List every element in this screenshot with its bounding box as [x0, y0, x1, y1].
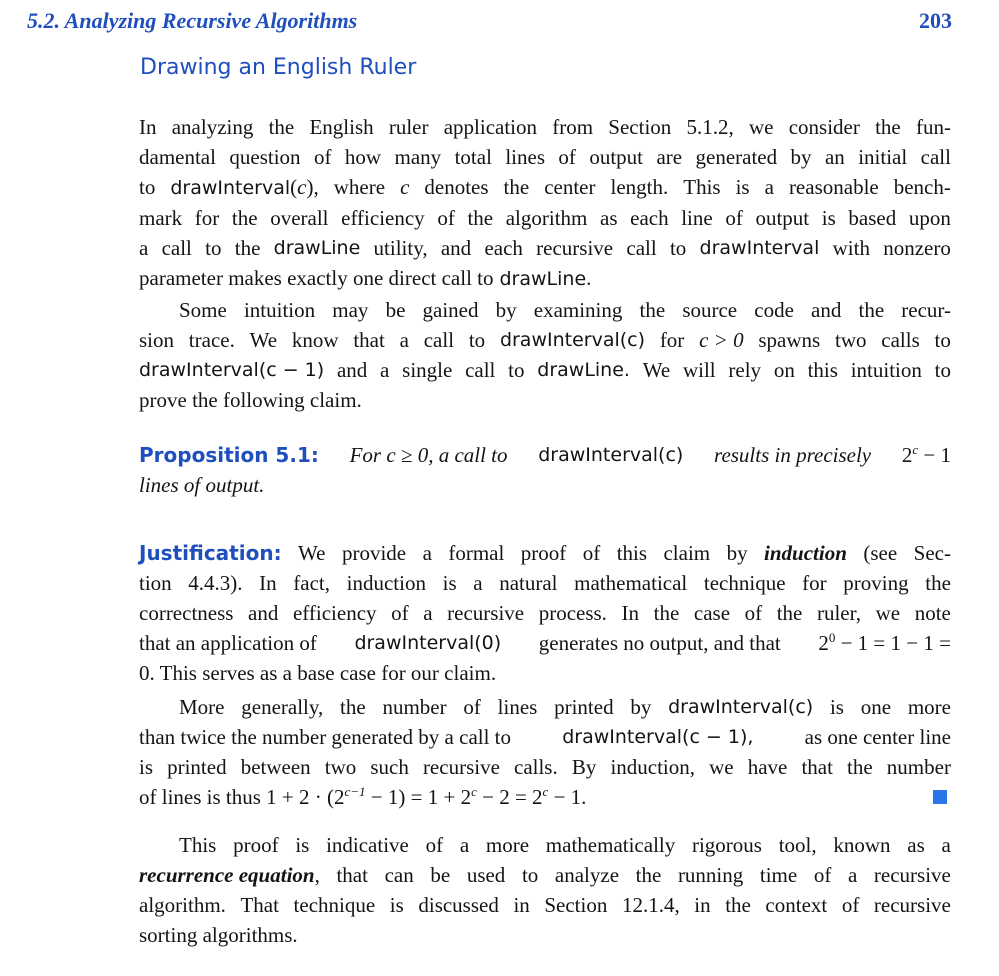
word: center	[544, 175, 596, 199]
word: the	[268, 115, 295, 139]
word: more	[485, 833, 530, 857]
word: for	[659, 328, 685, 352]
word: fun-	[915, 115, 951, 139]
word: the	[776, 601, 803, 625]
code-drawinterval: drawInterval	[170, 177, 291, 199]
word: an	[824, 145, 845, 169]
word: algorithm.	[139, 893, 226, 917]
word: In	[621, 601, 640, 625]
word: is	[295, 833, 310, 857]
word: two	[835, 328, 867, 352]
word: application	[443, 115, 538, 139]
word: of	[437, 206, 455, 230]
word: tool,	[778, 833, 817, 857]
math-run: − 1) = 1 + 2	[365, 785, 472, 809]
word: two	[324, 755, 357, 779]
code-drawinterval: drawInterval(c)	[668, 696, 814, 718]
word: of	[425, 833, 444, 857]
word: of	[558, 145, 576, 169]
word: By	[571, 755, 597, 779]
word: of	[725, 206, 743, 230]
math-exponent: c	[542, 784, 549, 799]
emphasis-group	[139, 860, 320, 890]
word: the	[725, 893, 751, 917]
math-run: − 1.	[548, 785, 587, 809]
word: c > 0	[699, 328, 744, 352]
word: natural	[499, 571, 558, 595]
text-line	[139, 325, 951, 355]
text-run: parameter makes exactly one direct call to	[139, 266, 494, 290]
word: Section	[544, 893, 608, 917]
paragraph-recurrence	[139, 830, 951, 950]
text-line	[139, 203, 951, 233]
word: the	[847, 755, 873, 779]
word: the	[234, 236, 261, 260]
word: output	[755, 206, 810, 230]
word: between	[240, 755, 311, 779]
word: More	[179, 695, 225, 719]
word: total	[454, 145, 492, 169]
math-base: 2	[901, 443, 913, 467]
word: by	[726, 541, 748, 565]
word: of	[841, 893, 860, 917]
word: may	[332, 298, 369, 322]
word: and	[336, 358, 368, 382]
word: more	[907, 695, 951, 719]
word: Some	[179, 298, 227, 322]
word: each	[484, 236, 523, 260]
word: recursive	[873, 863, 951, 887]
word: bench-	[893, 175, 951, 199]
word: to	[669, 236, 687, 260]
word: to	[508, 358, 525, 382]
word: printed	[554, 695, 614, 719]
word: generally,	[241, 695, 324, 719]
code-drawline: drawLine.	[537, 359, 630, 381]
word: 4.4.3).	[188, 571, 243, 595]
text-line	[139, 658, 951, 688]
word: recursive	[447, 601, 525, 625]
paren: (	[290, 175, 298, 199]
word: mark	[139, 206, 183, 230]
word: analyzing	[171, 115, 254, 139]
word: the	[340, 695, 366, 719]
paragraph-ruler-analysis	[139, 112, 951, 294]
word: that	[353, 328, 385, 352]
paren: ),	[306, 175, 319, 199]
paragraph-intuition	[139, 295, 951, 415]
word: a	[847, 863, 858, 887]
word: this	[807, 358, 838, 382]
word: is	[821, 206, 836, 230]
text-line	[139, 295, 951, 325]
word: proof	[233, 833, 279, 857]
word: is	[442, 571, 457, 595]
text-run: of lines is thus 1 + 2 · (2	[139, 785, 345, 809]
word: known	[833, 833, 891, 857]
word: the	[503, 175, 530, 199]
code-drawinterval: drawInterval(c − 1),	[562, 726, 754, 748]
text-line	[139, 628, 951, 658]
word: process.	[538, 601, 607, 625]
code-drawinterval: drawInterval(c)	[499, 329, 646, 351]
text-line	[139, 752, 951, 782]
word: of	[813, 863, 832, 887]
word: induction,	[610, 755, 696, 779]
text-line	[139, 263, 951, 294]
word: be	[385, 298, 406, 322]
math-c: c	[297, 175, 307, 199]
period: .	[586, 266, 592, 290]
word: indicative	[326, 833, 409, 857]
text-line	[139, 355, 951, 385]
text-line	[139, 782, 951, 812]
word: the	[635, 863, 662, 887]
word: call	[920, 145, 951, 169]
word: initial	[858, 145, 908, 169]
word: We	[298, 541, 326, 565]
word: a	[423, 601, 433, 625]
word: will	[682, 358, 716, 382]
word: generated	[695, 145, 778, 169]
word: a	[399, 328, 409, 352]
word: and	[248, 601, 279, 625]
word: is	[139, 755, 154, 779]
word: ruler,	[816, 601, 862, 625]
word: In	[259, 571, 277, 595]
word: a	[764, 175, 774, 199]
word: discussed	[418, 893, 499, 917]
word: time	[759, 863, 798, 887]
word: to	[934, 328, 951, 352]
word: damental	[139, 145, 216, 169]
text-line	[139, 470, 951, 500]
word: to	[521, 863, 539, 887]
word: as	[600, 206, 618, 230]
word: This	[179, 833, 217, 857]
word: fact,	[293, 571, 331, 595]
emphasis-recurrence: recurrence equation	[139, 863, 315, 887]
code-drawinterval: drawInterval	[699, 237, 820, 259]
text-line	[139, 830, 951, 860]
text-line	[139, 233, 951, 263]
word: formal	[448, 541, 505, 565]
word: recursive	[873, 893, 951, 917]
math-expression	[139, 782, 586, 812]
code-drawline: drawLine	[273, 237, 361, 259]
text-run: results in precisely	[714, 443, 872, 467]
word: a	[473, 571, 483, 595]
word: correctness	[139, 601, 234, 625]
word: can	[384, 863, 414, 887]
text-line	[139, 142, 951, 172]
word: the	[875, 115, 901, 139]
word: recursive	[536, 236, 614, 260]
text-run: 0. This serves as a base case for our claim.	[139, 661, 497, 685]
word: trace.	[188, 328, 235, 352]
word: proving	[843, 571, 909, 595]
word: question	[229, 145, 301, 169]
word: examining	[533, 298, 623, 322]
word: That	[240, 893, 279, 917]
text-line	[139, 598, 951, 628]
word: 5.1.2,	[686, 115, 734, 139]
word: tion	[139, 571, 172, 595]
word: ruler	[388, 115, 429, 139]
word: a	[459, 833, 470, 857]
word: that	[801, 755, 833, 779]
proposition-label: Proposition 5.1:	[139, 443, 319, 467]
math-tail: − 1 = 1 − 1 =	[835, 631, 951, 655]
word: in	[513, 893, 530, 917]
word: how	[344, 145, 382, 169]
word: In	[139, 115, 157, 139]
text-run: lines of output.	[139, 473, 265, 497]
word: case	[693, 601, 731, 625]
word: a	[139, 236, 149, 260]
comma: ,	[314, 863, 320, 887]
subsection-title: Drawing an English Ruler	[140, 55, 417, 80]
word: is	[735, 175, 750, 199]
word: we	[748, 115, 774, 139]
word: this	[616, 541, 648, 565]
text-line	[139, 722, 951, 752]
proposition-block	[139, 440, 951, 500]
word: output	[589, 145, 644, 169]
math-run: − 2 = 2	[476, 785, 543, 809]
word: is	[829, 695, 844, 719]
text-line	[139, 568, 951, 598]
word: mathematical	[574, 571, 688, 595]
word: Sec-	[913, 541, 951, 565]
word: by	[630, 695, 652, 719]
word: sion	[139, 328, 175, 352]
code-drawinterval: drawInterval(0)	[354, 632, 502, 654]
word: consider	[788, 115, 860, 139]
word: proof	[520, 541, 567, 565]
word: based	[848, 206, 897, 230]
word: intuition	[850, 358, 922, 382]
word: efficiency	[292, 601, 377, 625]
word: with	[832, 236, 870, 260]
word: have	[747, 755, 788, 779]
word: where	[333, 175, 386, 199]
text-line	[139, 440, 951, 470]
word: be	[430, 863, 451, 887]
word: lines	[497, 695, 538, 719]
page-number: 203	[919, 8, 952, 33]
word: of	[744, 601, 763, 625]
word: spawns	[758, 328, 821, 352]
word: overall	[270, 206, 329, 230]
word: number	[382, 695, 447, 719]
word: technique	[703, 571, 786, 595]
word: we	[875, 601, 901, 625]
word: calls.	[514, 755, 558, 779]
math-exponent: c	[912, 442, 919, 457]
word: by	[790, 145, 812, 169]
word: reasonable	[788, 175, 879, 199]
math-tail: − 1	[918, 443, 951, 467]
word: English	[309, 115, 374, 139]
word: of	[391, 601, 409, 625]
word: for	[802, 571, 827, 595]
math-exponent: 0	[828, 630, 836, 645]
word: call	[626, 236, 657, 260]
word: calls	[881, 328, 920, 352]
word: note	[914, 601, 951, 625]
text-run: as one center line	[804, 725, 951, 749]
word: for	[194, 206, 220, 230]
word: call	[423, 328, 455, 352]
word: that	[336, 863, 368, 887]
math-exponent: c−1	[344, 784, 366, 799]
qed-square-icon	[933, 790, 947, 804]
word: the	[653, 601, 680, 625]
math-exponent: c	[471, 784, 477, 799]
math-expression	[902, 440, 951, 470]
word: as	[907, 833, 925, 857]
math-expression	[818, 628, 951, 658]
text-line	[139, 538, 951, 568]
text-line	[139, 920, 951, 950]
justification-label: Justification:	[139, 541, 282, 565]
word: line	[681, 206, 713, 230]
word: claim	[663, 541, 711, 565]
text-line	[139, 890, 951, 920]
word: intuition	[243, 298, 316, 322]
word: in	[694, 893, 711, 917]
word: denotes	[424, 175, 489, 199]
word: printed	[167, 755, 227, 779]
word: the	[925, 571, 951, 595]
word: by	[495, 298, 517, 322]
text-line	[139, 385, 951, 415]
word: of	[313, 145, 332, 169]
function-call	[500, 263, 592, 294]
word: to	[934, 358, 951, 382]
text-line	[139, 112, 951, 142]
math-base: 2	[818, 631, 829, 655]
word: call	[465, 358, 496, 382]
text-run: than twice the number generated by a call to	[139, 725, 512, 749]
word: code	[754, 298, 794, 322]
word: mathematically	[545, 833, 676, 857]
word: to	[205, 236, 222, 260]
word: This	[683, 175, 721, 199]
text-run: For c ≥ 0, a call to	[349, 443, 508, 467]
word: upon	[908, 206, 951, 230]
text-run: sorting algorithms.	[139, 923, 298, 947]
word: utility,	[373, 236, 428, 260]
word: We	[642, 358, 671, 382]
text-line	[139, 692, 951, 722]
text-line	[139, 860, 951, 890]
word: from	[552, 115, 594, 139]
word: gained	[422, 298, 479, 322]
word: running	[677, 863, 744, 887]
word: we	[709, 755, 734, 779]
word: single	[402, 358, 453, 382]
word: a	[941, 833, 951, 857]
text-run: prove the following claim.	[139, 388, 362, 412]
word: We	[249, 328, 278, 352]
word: and	[811, 298, 842, 322]
word: Section	[608, 115, 672, 139]
word: recur-	[901, 298, 951, 322]
word: are	[656, 145, 683, 169]
text-run: generates no output, and that	[538, 631, 781, 655]
text-run: that an application of	[139, 631, 317, 655]
word: of	[463, 695, 481, 719]
word: each	[630, 206, 669, 230]
word: source	[682, 298, 738, 322]
word: the	[639, 298, 666, 322]
word: rely	[728, 358, 762, 382]
word: the	[231, 206, 258, 230]
word: one	[860, 695, 892, 719]
word: technique	[293, 893, 376, 917]
emphasis-induction: induction	[764, 541, 847, 565]
word: c	[400, 175, 410, 199]
word: to	[139, 175, 156, 199]
word: recursive	[422, 755, 500, 779]
running-header	[27, 8, 952, 38]
code-drawline: drawLine	[499, 268, 587, 290]
word: lines	[505, 145, 545, 169]
word: know	[291, 328, 339, 352]
word: 12.1.4,	[621, 893, 680, 917]
word: is	[389, 893, 404, 917]
chapter-title: 5.2. Analyzing Recursive Algorithms	[27, 8, 358, 33]
word: number	[886, 755, 951, 779]
word: provide	[341, 541, 407, 565]
word: the	[858, 298, 885, 322]
word: and	[440, 236, 472, 260]
word: used	[466, 863, 506, 887]
word: a	[422, 541, 432, 565]
function-call	[170, 172, 318, 203]
word: to	[468, 328, 486, 352]
word: context	[765, 893, 828, 917]
word: such	[370, 755, 409, 779]
word: analyze	[554, 863, 620, 887]
code-drawinterval: drawInterval(c)	[538, 444, 684, 466]
word: (see	[863, 541, 898, 565]
justification-block	[139, 538, 951, 688]
word: nonzero	[883, 236, 951, 260]
code-drawinterval: drawInterval(c − 1)	[139, 359, 325, 381]
word: many	[394, 145, 442, 169]
text-line	[139, 172, 951, 203]
paragraph-induction-step	[139, 692, 951, 812]
word: length.	[610, 175, 669, 199]
word: of	[582, 541, 601, 565]
word: rigorous	[691, 833, 762, 857]
word: algorithm	[505, 206, 588, 230]
word: a	[380, 358, 390, 382]
word: efficiency	[341, 206, 425, 230]
word: the	[467, 206, 494, 230]
word: induction	[346, 571, 426, 595]
word: call	[161, 236, 192, 260]
word: on	[773, 358, 795, 382]
